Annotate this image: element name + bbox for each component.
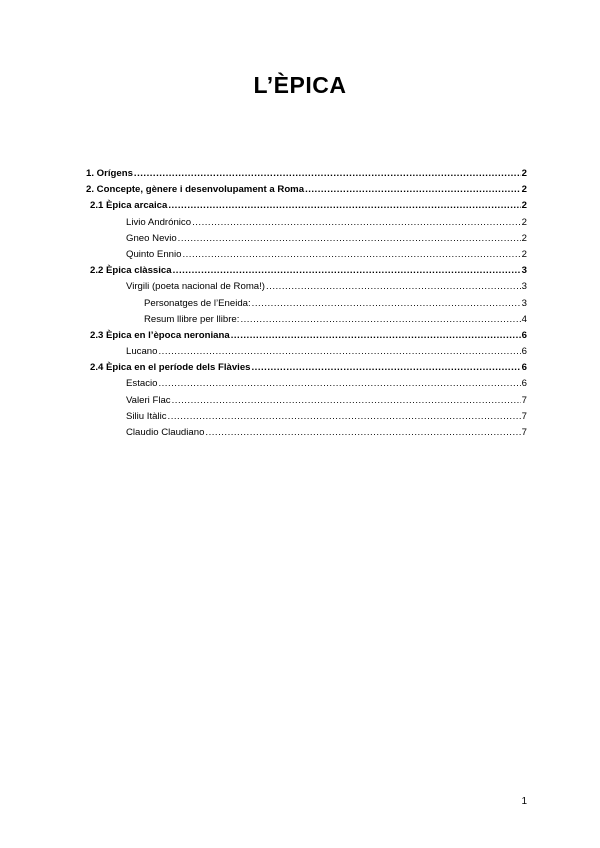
toc-entry-label: Personatges de l’Eneida: xyxy=(144,297,251,309)
toc-entry-page: 3 xyxy=(521,297,527,309)
toc-dot-leader xyxy=(182,247,520,263)
toc-entry-page: 2 xyxy=(521,168,527,179)
toc-entry[interactable] xyxy=(86,198,527,214)
toc-entry-label: 2.4 Èpica en el període dels Flàvies xyxy=(90,362,251,374)
toc-entry-label: Livio Andrónico xyxy=(126,216,192,228)
toc-entry-page: 6 xyxy=(521,362,527,374)
toc-dot-leader xyxy=(173,263,521,279)
toc-entry-label: 2.2 Èpica clàssica xyxy=(90,265,172,277)
toc-entry-label: 2.3 Èpica en l’època neroniana xyxy=(90,329,230,341)
toc-entry[interactable] xyxy=(86,409,527,425)
toc-dot-leader xyxy=(266,279,521,295)
toc-dot-leader xyxy=(192,215,521,231)
toc-entry-label: Quinto Ennio xyxy=(126,248,182,260)
toc-entry-page: 6 xyxy=(521,378,527,390)
toc-entry-page: 6 xyxy=(521,346,527,358)
toc-entry-page: 4 xyxy=(521,313,527,325)
toc-entry[interactable] xyxy=(86,279,527,295)
toc-entry-page: 6 xyxy=(521,329,527,341)
toc-entry[interactable] xyxy=(86,393,527,409)
toc-entry[interactable] xyxy=(86,166,527,182)
toc-dot-leader xyxy=(252,360,521,376)
toc-dot-leader xyxy=(205,425,520,441)
toc-entry-page: 7 xyxy=(521,427,527,438)
toc-dot-leader xyxy=(134,166,521,182)
toc-entry[interactable] xyxy=(86,182,527,198)
toc-entry-page: 2 xyxy=(521,248,527,260)
toc-entry-label: Valeri Flac xyxy=(126,394,171,406)
toc-entry-page: 3 xyxy=(521,265,527,277)
toc-dot-leader xyxy=(305,182,521,198)
toc-entry-label: 1. Orígens xyxy=(86,168,133,179)
toc-entry[interactable] xyxy=(86,247,527,263)
page-number: 1 xyxy=(521,796,527,807)
toc-dot-leader xyxy=(168,409,521,425)
toc-entry[interactable] xyxy=(86,344,527,360)
toc-entry-page: 2 xyxy=(521,216,527,228)
page-title: L’ÈPICA xyxy=(253,72,347,98)
toc-entry[interactable] xyxy=(86,328,527,344)
toc-entry-page: 2 xyxy=(521,232,527,244)
toc-dot-leader xyxy=(168,198,520,214)
toc-entry[interactable] xyxy=(86,231,527,247)
toc-entry-page: 7 xyxy=(521,410,527,422)
toc-entry-label: Lucano xyxy=(126,346,158,358)
toc-entry-label: Gneo Nevio xyxy=(126,232,177,244)
toc-entry-label: Virgili (poeta nacional de Roma!) xyxy=(126,281,266,293)
table-of-contents xyxy=(86,166,527,441)
toc-entry-label: Claudio Claudiano xyxy=(126,427,205,438)
toc-dot-leader xyxy=(240,312,520,328)
toc-entry-label: Estacio xyxy=(126,378,158,390)
toc-dot-leader xyxy=(158,376,520,392)
toc-entry[interactable] xyxy=(86,376,527,392)
toc-entry[interactable] xyxy=(86,425,527,441)
toc-entry-label: 2. Concepte, gènere i desenvolupament a Roma xyxy=(86,184,305,196)
toc-dot-leader xyxy=(172,393,521,409)
toc-entry-page: 2 xyxy=(521,200,527,212)
toc-entry[interactable] xyxy=(86,312,527,328)
toc-entry[interactable] xyxy=(86,215,527,231)
toc-entry-page: 7 xyxy=(521,394,527,406)
toc-dot-leader xyxy=(158,344,520,360)
toc-entry-label: Siliu Itàlic xyxy=(126,410,167,422)
toc-entry-page: 3 xyxy=(521,281,527,293)
toc-entry-label: 2.1 Èpica arcaica xyxy=(90,200,168,212)
toc-entry[interactable] xyxy=(86,360,527,376)
toc-entry[interactable] xyxy=(86,263,527,279)
toc-dot-leader xyxy=(231,328,521,344)
toc-dot-leader xyxy=(178,231,521,247)
toc-entry-label: Resum llibre per llibre: xyxy=(144,313,240,325)
toc-entry-page: 2 xyxy=(521,184,527,196)
toc-entry[interactable] xyxy=(86,296,527,312)
toc-dot-leader xyxy=(252,296,521,312)
